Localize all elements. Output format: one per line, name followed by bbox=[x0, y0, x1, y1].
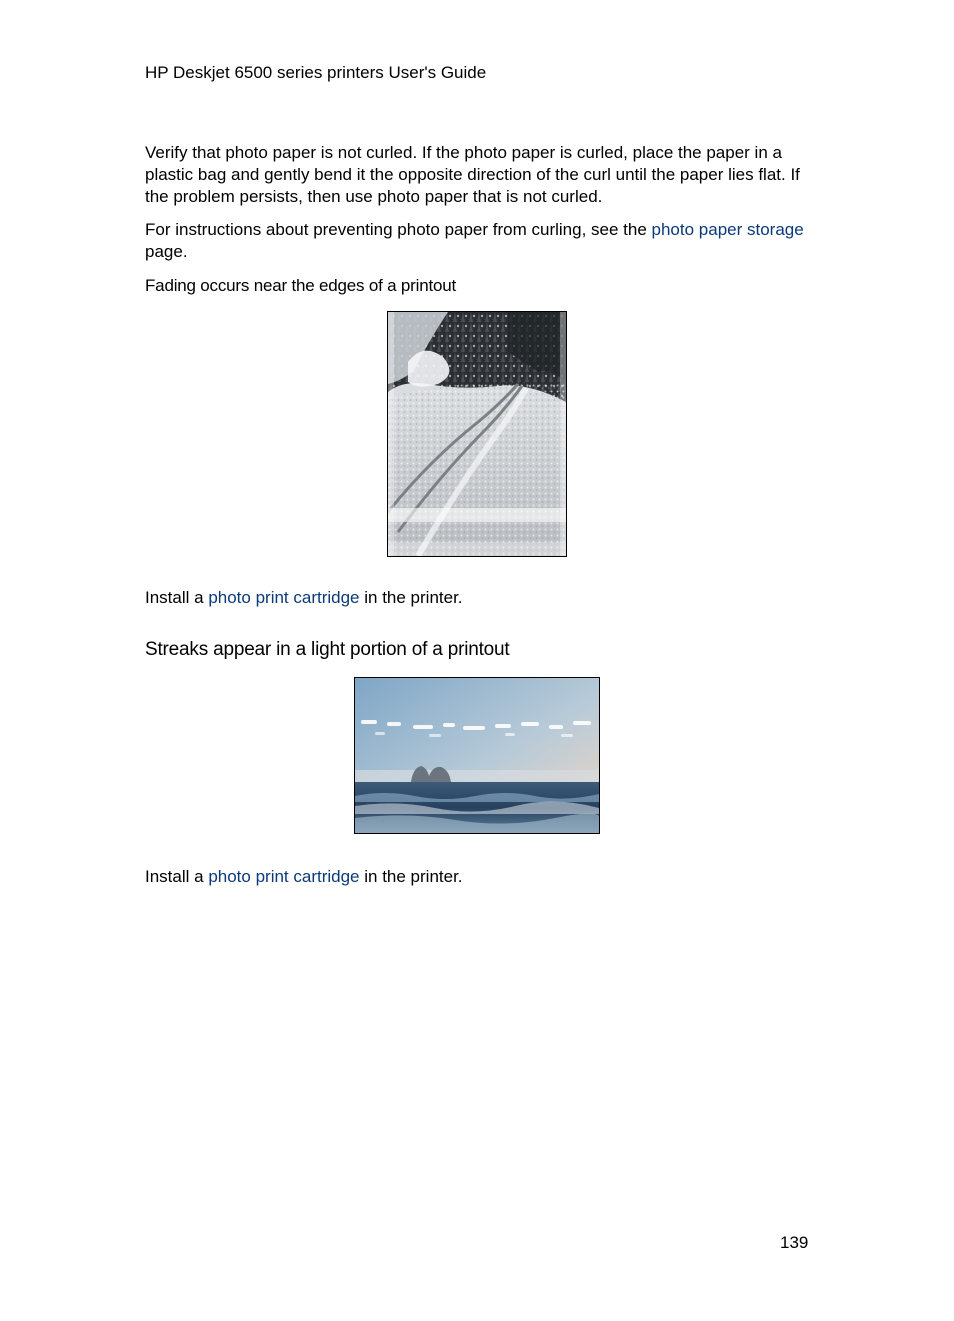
streaks-example-image bbox=[354, 677, 600, 834]
fading-photo-print-cartridge-link[interactable]: photo print cartridge bbox=[208, 588, 360, 607]
fading-example-image bbox=[387, 311, 567, 557]
streaks-install-paragraph bbox=[145, 866, 815, 888]
streaks-photo-print-cartridge-link[interactable]: photo print cartridge bbox=[208, 867, 360, 886]
streaks-install-suffix: in the printer. bbox=[359, 867, 463, 886]
fading-heading: Fading occurs near the edges of a printout bbox=[145, 276, 457, 295]
streaks-install-prefix: Install a bbox=[145, 867, 209, 886]
curl-paragraph: Verify that photo paper is not curled. If the photo paper is curled, place the paper in a plastic bag and gently bend it the opposite direction of the curl until the paper lies flat. If the problem persists, then use photo paper that is not curled. bbox=[145, 143, 800, 206]
instructions-suffix: page. bbox=[145, 242, 188, 261]
instructions-prefix: For instructions about preventing photo paper from curling, see the bbox=[145, 220, 652, 239]
snowy-road-illustration bbox=[388, 312, 566, 556]
fading-install-paragraph bbox=[145, 587, 815, 609]
running-header: HP Deskjet 6500 series printers User's Guide bbox=[145, 63, 487, 82]
page-number: 139 bbox=[780, 1233, 809, 1252]
fading-install-prefix: Install a bbox=[145, 588, 209, 607]
instructions-paragraph bbox=[145, 219, 815, 263]
streaks-heading: Streaks appear in a light portion of a printout bbox=[145, 639, 510, 660]
seascape-illustration bbox=[355, 678, 599, 833]
fading-install-suffix: in the printer. bbox=[359, 588, 463, 607]
photo-paper-storage-link[interactable]: photo paper storage bbox=[651, 220, 804, 239]
